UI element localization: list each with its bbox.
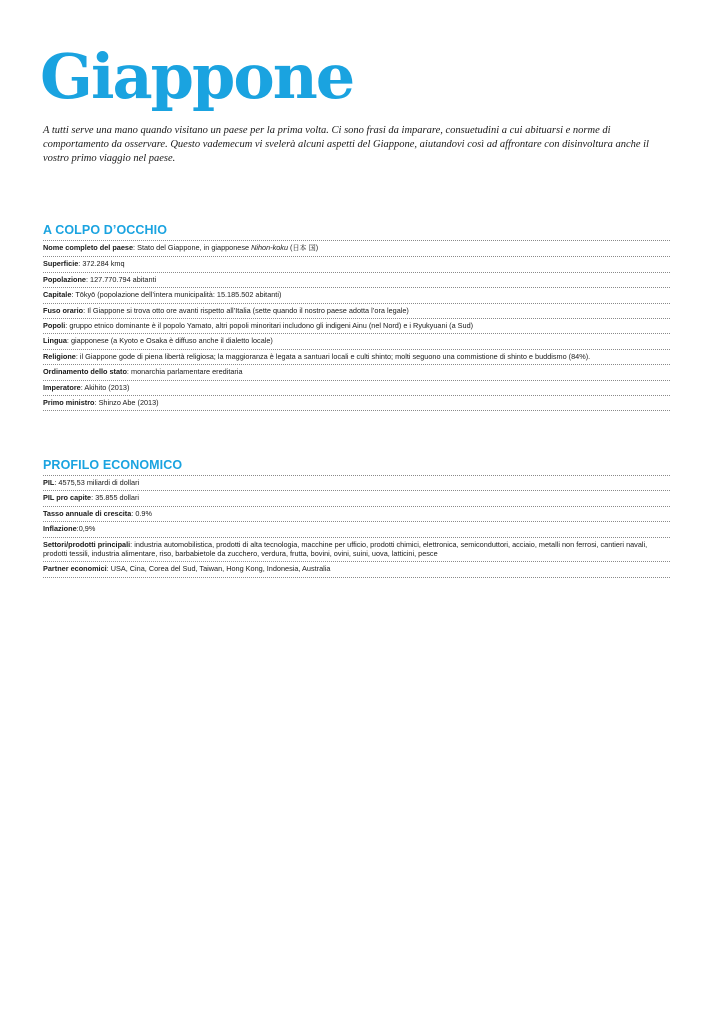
fact-row-peoples — [43, 319, 670, 334]
fact-value: USA, Cina, Corea del Sud, Taiwan, Hong Kong, Indonesia, Australia — [110, 564, 331, 574]
econ-row-growth-rate — [43, 507, 670, 522]
fact-separator: : — [66, 336, 71, 346]
econ-row-inflation — [43, 522, 670, 537]
fact-row-area — [43, 257, 670, 272]
fact-separator: : — [126, 367, 131, 377]
intro-paragraph: A tutti serve una mano quando visitano un paese per la prima volta. Ci sono frasi da imparare, consuetudini a cui abituarsi e norme di comportamento da osservare. Questo vademecum vi svelerà alcuni aspetti del Giappone, aiutandovi così ad affrontare con disinvoltura anche il vostro primo viaggio nel paese. — [43, 125, 649, 164]
fact-value: monarchia parlamentare ereditaria — [130, 367, 243, 377]
fact-label: Fuso orario — [43, 305, 84, 315]
econ-row-partners — [43, 562, 670, 577]
fact-value: Stato del Giappone, in giapponese — [137, 243, 252, 252]
fact-label: Tasso annuale di crescita — [43, 508, 132, 518]
fact-value: Akihito (2013) — [84, 382, 130, 392]
fact-separator: : — [85, 274, 91, 284]
econ-row-gdp-per-capita — [43, 491, 670, 506]
fact-value: 372.284 kmq — [82, 259, 125, 269]
econ-row-gdp — [43, 476, 670, 491]
fact-label: Lingua — [43, 336, 67, 346]
fact-value: 4575,53 miliardi di dollari — [58, 478, 140, 487]
fact-separator: : — [75, 351, 80, 361]
fact-label: PIL pro capite — [43, 493, 92, 503]
fact-label: Popolazione — [43, 274, 86, 284]
fact-label: Imperatore — [43, 382, 81, 392]
fact-value: gruppo etnico dominante è il popolo Yamato, altri popoli minoritari includono gli indigeni Ainu (nel Nord) e i Ryukyuani (a Sud) — [69, 321, 474, 331]
fact-separator: : — [94, 398, 99, 408]
fact-row-population — [43, 273, 670, 288]
fact-separator: : — [133, 243, 138, 252]
fact-value: 35.855 dollari — [95, 493, 140, 503]
fact-value: 0.9% — [135, 508, 152, 518]
fact-value-open: ( — [288, 243, 293, 252]
fact-separator: : — [130, 539, 135, 549]
fact-label: Ordinamento dello stato — [43, 367, 127, 377]
fact-value: 0,9% — [78, 524, 96, 534]
fact-value: il Giappone gode di piena libertà religiosa; la maggioranza è legata a santuari locali e culti shinto; molti seguono una commistione di shinto e buddismo (84%). — [79, 351, 591, 361]
fact-separator: : — [131, 508, 136, 518]
fact-row-emperor — [43, 381, 670, 396]
fact-value: Il Giappone si trova otto ore avanti rispetto all’Italia (sette quando il nostro paese adotta l’ora legale) — [87, 305, 409, 315]
fact-label: Popoli — [43, 321, 66, 331]
fact-label: Nome completo del paese — [43, 243, 134, 252]
fact-value-japanese: 日本 国 — [292, 244, 316, 252]
fact-separator: : — [71, 290, 76, 300]
fact-value: Shinzo Abe (2013) — [98, 398, 159, 408]
section-heading-economic-profile: PROFILO ECONOMICO — [43, 458, 183, 472]
fact-value: industria automobilistica, prodotti di alta tecnologia, macchine per ufficio, prodotti chimici, elettronica, semiconduttori, acciaio, metalli non ferrosi, cantieri navali, prodotti tessili, industria alimentare, riso, barbabietole da zucchero, verdura, frutta, bovini, ovini, suini, uova, latticini, pesce — [43, 539, 648, 559]
fact-separator: : — [78, 259, 83, 269]
fact-separator: : — [91, 493, 96, 503]
fact-label: Settori/prodotti principali — [43, 539, 131, 549]
fact-separator: : — [80, 382, 85, 392]
fact-label: PIL — [43, 478, 55, 487]
fact-value: giapponese (a Kyoto e Osaka è diffuso anche il dialetto locale) — [70, 336, 273, 346]
fact-row-time-zone — [43, 304, 670, 319]
fact-label: Partner economici — [43, 564, 107, 574]
fact-row-language — [43, 334, 670, 349]
fact-separator: : — [76, 524, 79, 534]
econ-row-sectors — [43, 538, 670, 563]
fact-row-religion — [43, 350, 670, 365]
fact-separator: : — [65, 321, 70, 331]
fact-separator: : — [106, 564, 111, 574]
fact-label: Capitale — [43, 290, 72, 300]
fact-value-italic: Nihon-koku — [251, 243, 289, 252]
fact-label: Inflazione — [43, 524, 77, 534]
section-at-a-glance — [43, 223, 670, 411]
fact-label: Primo ministro — [43, 398, 95, 408]
section-heading-at-a-glance: A COLPO D’OCCHIO — [43, 223, 168, 237]
fact-label: Superficie — [43, 259, 79, 269]
fact-value: Tōkyō (popolazione dell’intera municipalità: 15.185.502 abitanti) — [75, 290, 282, 300]
page-title: Giappone — [40, 40, 354, 113]
fact-separator: : — [83, 305, 88, 315]
section-economic-profile — [43, 458, 670, 578]
fact-row-full-name — [43, 241, 670, 257]
fact-row-prime-minister — [43, 396, 670, 411]
fact-value: 127.770.794 abitanti — [90, 274, 157, 284]
fact-value-close: ) — [315, 243, 319, 252]
fact-separator: : — [54, 478, 59, 487]
fact-row-capital — [43, 288, 670, 303]
fact-label: Religione — [43, 351, 76, 361]
fact-row-government — [43, 365, 670, 380]
